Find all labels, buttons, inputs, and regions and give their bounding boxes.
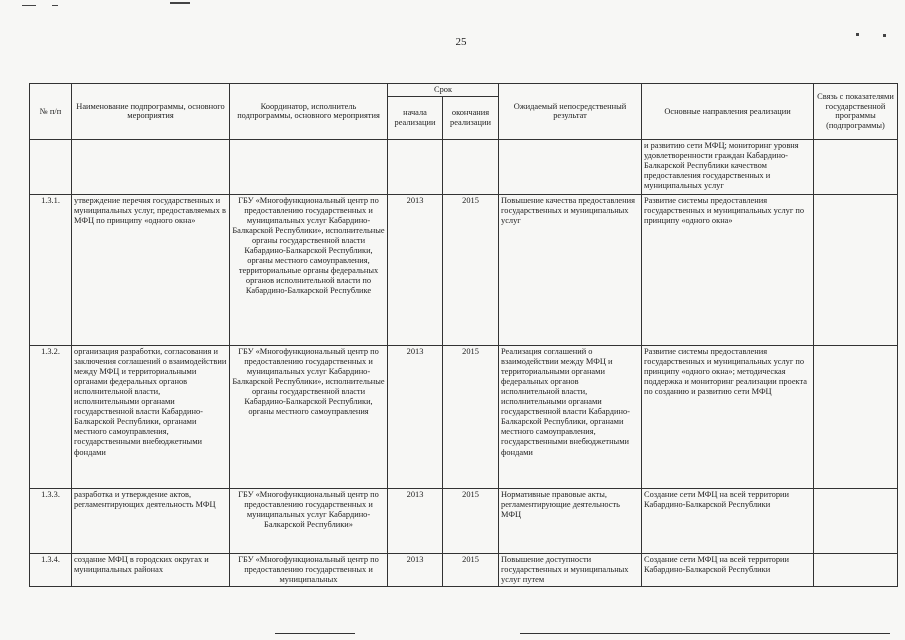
cell-num: 1.3.4.: [30, 553, 72, 586]
table-row-continuation: [30, 139, 898, 194]
cell-name: разработка и утверждение актов, регламентирующих деятельность МФЦ: [72, 488, 230, 553]
cell-result: Нормативные правовые акты, регламентирующие деятельность МФЦ: [499, 488, 642, 553]
cell-directions: Создание сети МФЦ на всей территории Кабардино-Балкарской Республики: [642, 488, 814, 553]
header-link: Связь с показателями государственной программы (подпрограммы): [814, 84, 898, 140]
header-end: окончания реализации: [443, 96, 499, 139]
cell-end: [443, 139, 499, 194]
cell-name: организация разработки, согласования и заключения соглашений о взаимодействии между МФЦ и территориальными органами федеральных органов исполнительной власти, исполнительными органами государственной власти Кабардино-Балкарской Республики, органами местного самоуправления, государственными внебюджетными фондами: [72, 345, 230, 488]
cell-name: создание МФЦ в городских округах и муниципальных районах: [72, 553, 230, 586]
header-start: начала реализации: [388, 96, 443, 139]
cell-link: [814, 139, 898, 194]
header-num: № п/п: [30, 84, 72, 140]
scan-mark: [856, 33, 859, 36]
cell-num: 1.3.2.: [30, 345, 72, 488]
cell-name: утверждение перечня государственных и муниципальных услуг, предоставляемых в МФЦ по принципу «одного окна»: [72, 194, 230, 345]
cell-coordinator: ГБУ «Многофункциональный центр по предоставлению государственных и муниципальных услуг Кабардино-Балкарской Республики», исполнительные органы государственной власти Кабардино-Балкарской Республики, органы местного самоуправления: [230, 345, 388, 488]
program-table: [29, 83, 898, 587]
cell-start: 2013: [388, 553, 443, 586]
cell-link: [814, 194, 898, 345]
cell-end: 2015: [443, 488, 499, 553]
table-row: [30, 345, 898, 488]
scan-mark: [52, 5, 58, 6]
page-number: 25: [455, 36, 467, 48]
cell-coordinator: [230, 139, 388, 194]
cell-result: [499, 139, 642, 194]
cell-coordinator: ГБУ «Многофункциональный центр по предоставлению государственных и муниципальных услуг Кабардино-Балкарской Республики», исполнительные органы государственной власти Кабардино-Балкарской Республики, органы местного самоуправления, территориальные органы федеральных органов исполнительной власти по Кабардино-Балкарской Республике: [230, 194, 388, 345]
cell-name: [72, 139, 230, 194]
header-term: Срок: [388, 84, 499, 97]
cell-start: 2013: [388, 345, 443, 488]
cell-num: 1.3.3.: [30, 488, 72, 553]
cell-num: 1.3.1.: [30, 194, 72, 345]
cell-end: 2015: [443, 345, 499, 488]
scan-mark: [520, 633, 890, 634]
cell-coordinator: ГБУ «Многофункциональный центр по предоставлению государственных и муниципальных услуг Кабардино-Балкарской Республики»: [230, 488, 388, 553]
cell-link: [814, 553, 898, 586]
cell-coordinator: ГБУ «Многофункциональный центр по предоставлению государственных и муниципальных: [230, 553, 388, 586]
cell-directions: Развитие системы предоставления государственных и муниципальных услуг по принципу «одного окна»; методическая поддержка и мониторинг реализации проекта по созданию и развитию сети МФЦ: [642, 345, 814, 488]
table-row: [30, 194, 898, 345]
cell-result: Реализация соглашений о взаимодействии между МФЦ и территориальными органами федеральных органов исполнительной власти, исполнительными органами государственной власти Кабардино-Балкарской Республики, органами местного самоуправления, государственными внебюджетными фондами: [499, 345, 642, 488]
cell-num: [30, 139, 72, 194]
cell-link: [814, 488, 898, 553]
cell-end: 2015: [443, 553, 499, 586]
cell-start: 2013: [388, 194, 443, 345]
header-result: Ожидаемый непосредственный результат: [499, 84, 642, 140]
cell-directions: и развитию сети МФЦ; мониторинг уровня удовлетворенности граждан Кабардино-Балкарской Республики качеством предоставления государственных и муниципальных услуг: [642, 139, 814, 194]
scan-mark: [22, 5, 36, 6]
header-directions: Основные направления реализации: [642, 84, 814, 140]
header-coordinator: Координатор, исполнитель подпрограммы, основного мероприятия: [230, 84, 388, 140]
header-name: Наименование подпрограммы, основного мероприятия: [72, 84, 230, 140]
table-row: [30, 553, 898, 586]
cell-link: [814, 345, 898, 488]
header-row: [30, 84, 898, 97]
cell-start: [388, 139, 443, 194]
cell-end: 2015: [443, 194, 499, 345]
scan-mark: [883, 34, 886, 37]
scan-mark: [170, 2, 190, 4]
cell-result: Повышение качества предоставления государственных и муниципальных услуг: [499, 194, 642, 345]
cell-start: 2013: [388, 488, 443, 553]
scan-mark: [275, 633, 355, 634]
cell-directions: Развитие системы предоставления государственных и муниципальных услуг по принципу «одного окна»: [642, 194, 814, 345]
cell-result: Повышение доступности государственных и муниципальных услуг путем: [499, 553, 642, 586]
cell-directions: Создание сети МФЦ на всей территории Кабардино-Балкарской Республики: [642, 553, 814, 586]
table-row: [30, 488, 898, 553]
